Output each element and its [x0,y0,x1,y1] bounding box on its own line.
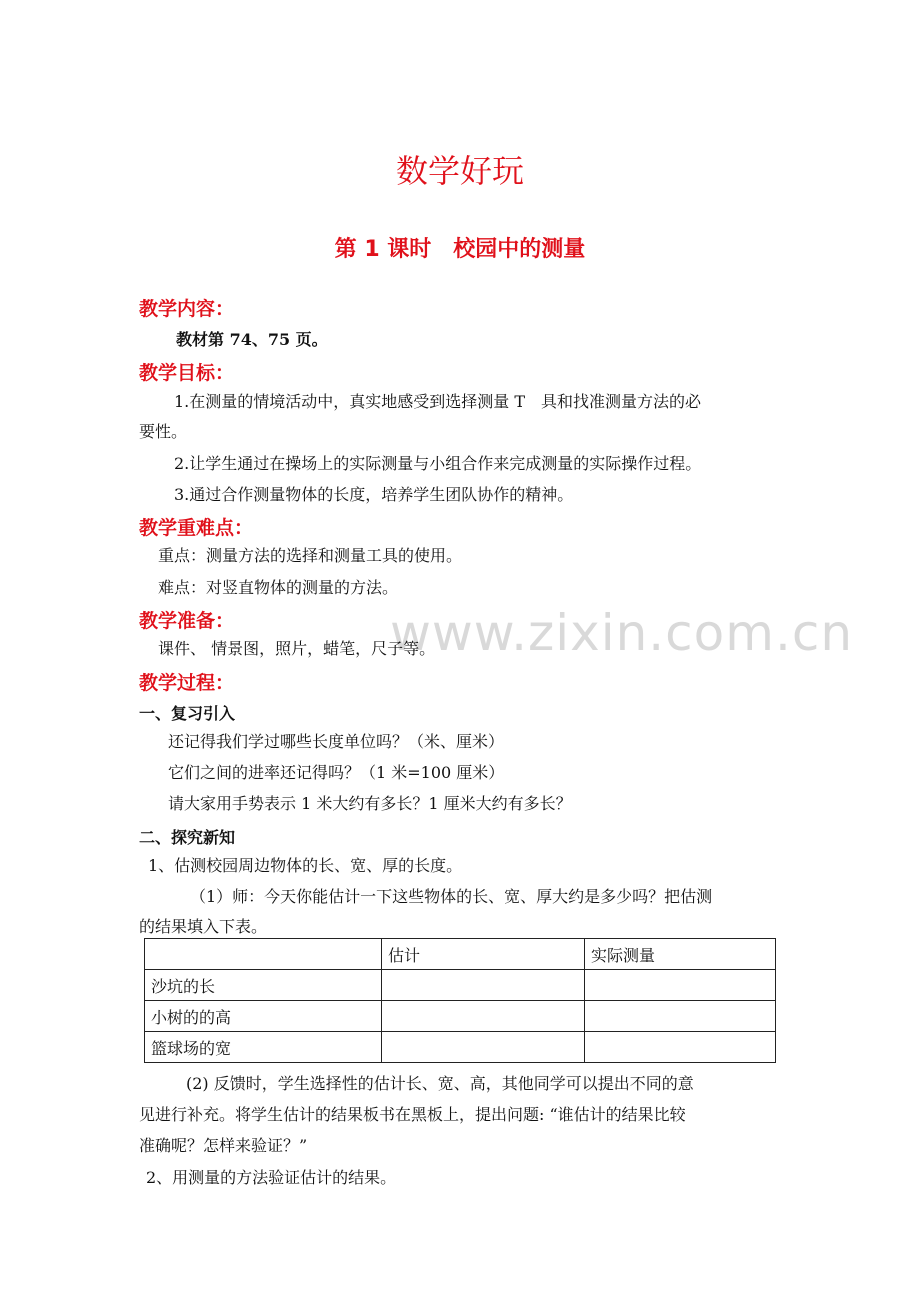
key-point: 重点：测量方法的选择和测量工具的使用。 [158,546,463,565]
table-row [145,970,776,1001]
step-1: 1、估测校园周边物体的长、宽、厚的长度。 [148,856,463,875]
step-2: 2、用测量的方法验证估计的结果。 [146,1168,397,1187]
table-cell [585,970,776,1001]
content-heading: 教学内容： [139,298,235,320]
estimation-table [144,938,776,1063]
part-2-title: 二、探究新知 [139,828,236,847]
table-cell: 小树的的高 [145,1001,382,1032]
table-header-row [145,939,776,970]
review-question-1: 还记得我们学过哪些长度单位吗？（米、厘米） [168,732,505,751]
table-header-cell [145,939,382,970]
preparation-heading: 教学准备： [139,610,235,632]
review-question-3: 请大家用手势表示 1 米大约有多长？1 厘米大约有多长？ [168,794,572,813]
feedback-line-3: 准确呢？怎样来验证？” [139,1136,308,1155]
table-row [145,1001,776,1032]
table-row [145,1032,776,1063]
goal-2: 2.让学生通过在操场上的实际测量与小组合作来完成测量的实际操作过程。 [174,454,702,473]
key-points-heading: 教学重难点： [139,517,254,539]
watermark: www.zixin.com.cn [390,604,854,662]
step-1-sub-line-1: （1）师：今天你能估计一下这些物体的长、宽、厚大约是多少吗？把估测 [190,887,713,906]
table-header-cell: 估计 [382,939,585,970]
table-cell [382,1001,585,1032]
feedback-line-2: 见进行补充。将学生估计的结果板书在黑板上，提出问题: “谁估计的结果比较 [139,1105,686,1124]
page-title: 数学好玩 [395,152,524,190]
lesson-subtitle: 第 1 课时 校园中的测量 [334,237,586,262]
difficult-point: 难点：对竖直物体的测量的方法。 [158,578,399,597]
step-1-sub-line-2: 的结果填入下表。 [139,917,268,936]
table-cell [382,970,585,1001]
table-cell: 篮球场的宽 [145,1032,382,1063]
goal-3: 3.通过合作测量物体的长度，培养学生团队协作的精神。 [174,485,574,504]
review-question-2: 它们之间的进率还记得吗？（1 米=100 厘米） [168,763,505,782]
part-1-title: 一、复习引入 [139,704,236,723]
table-cell [585,1032,776,1063]
table-cell [382,1032,585,1063]
table-cell: 沙坑的长 [145,970,382,1001]
preparation-text: 课件、 情景图，照片，蜡笔，尺子等。 [158,639,436,658]
goal-1-line-2: 要性。 [139,422,188,441]
feedback-line-1: (2) 反馈时，学生选择性的估计长、宽、高，其他同学可以提出不同的意 [186,1074,694,1093]
table-header-cell: 实际测量 [585,939,776,970]
goal-1-line-1: 1.在测量的情境活动中，真实地感受到选择测量 T 具和找准测量方法的必 [174,392,702,411]
goals-heading: 教学目标： [139,362,235,384]
table-cell [585,1001,776,1032]
content-text: 教材第 74、75 页。 [176,330,328,349]
process-heading: 教学过程： [139,672,235,694]
